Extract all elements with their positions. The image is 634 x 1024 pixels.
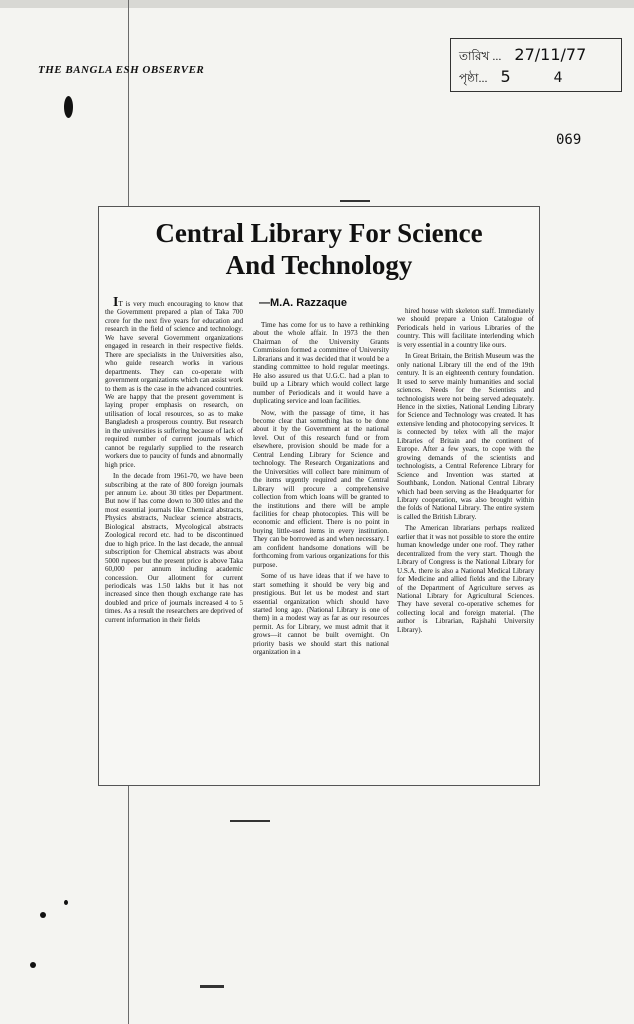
ink-dot	[40, 912, 46, 918]
article-paragraph: The American librarians perhaps realized earlier that it was not possible to store the entire human knowledge under one roof. They rather decentralized from the very start. Though the Library of Congress is the National Library for U.S.A. there is also a National Medical Library for Medicine and allied fields and the Library of the Department of Agriculture serves as National Library for Agricultural Sciences. They have several co-operative schemes for collecting local and foreign material. (The author is Librarian, Rajshahi University Library).	[397, 524, 534, 634]
archive-stamp	[450, 38, 622, 92]
stamp-date-row	[459, 45, 586, 68]
headline-line-1: Central Library For Science	[155, 218, 483, 248]
paper-scratch	[340, 200, 370, 202]
newspaper-masthead: THE BANGLA ESH OBSERVER	[38, 64, 205, 76]
sheet-number: 069	[556, 132, 582, 148]
newspaper-clipping	[98, 206, 540, 786]
article-headline	[99, 217, 539, 281]
headline-line-2: And Technology	[225, 250, 413, 280]
paper-scratch	[230, 820, 270, 822]
article-paragraph: hired house with skeleton staff. Immediately we should prepare a Union Catalogue of Periodicals held in various Libraries of the country. This will facilitate interlending which is very essential in a country like ours.	[397, 307, 534, 349]
stamp-page-value: 5	[500, 67, 511, 86]
scan-edge	[0, 0, 634, 8]
article-column-3	[397, 307, 534, 637]
article-paragraph: In Great Britain, the British Museum was the only national Library till the end of the 19th century. It is an eighteenth century foundation. It used to serve mainly humanities and social sciences. Needs for the Scientists and technologists were not being served adequately. Hence in the sixties, National Lending Library for Science and Technology was created. It has extensive lending and photocopying services. It is connected by telex with all the major Libraries of Britain and the continent of Europe. After a few years, to cope with the growing demands of the scientists and technologists, a Central Reference Library for Science and Invention was started at Southbank, London. National Central Library which had been serving as the Headquarter for Library cooperation, was also brought within the folds of National Library. The entire system is called the British Library.	[397, 352, 534, 521]
stamp-column-value: 4	[553, 70, 563, 86]
article-paragraph: In the decade from 1961-70, we have been subscribing at the rate of 800 foreign journals per annum i.e. about 30 titles per Department. But now if has come down to 300 titles and the most essential journals like Chemical abstracts, Physics abstracts, Nuclear science abstracts, Biological abstracts, Mycological abstracts Zoological record etc. had to be discontinued due to high price. In the last decade, the annual subscription for Chemical abstracts was about 5000 rupees but the present price is above Taka 60,000 per annum including academic concession. Our allotment for current periodicals was 1.50 lakhs but it has not increased since then though exchange rate has doubled and price of journals increased 4 to 5 times. As a result the researchers are deprived of current information in their fields	[105, 472, 243, 624]
article-paragraph: Now, with the passage of time, it has become clear that something has to be done about it by the Government at the national level. Out of this research fund or from elsewhere, provision should be made for a Central Lending Library for Science and technology. The Research Organizations and the Universities will collect bare minimum of the items urgently required and the Central Library will procure a comprehensive collection from which loans will be granted to the institutions and there will be ample facilities for cheap photocopies. This will be economic and efficient. There is no point in buying little-used items in every institution. They can be borrowed as and when necessary. I am confident handsome donations will be forthcoming from various organizations for this purpose.	[253, 408, 389, 569]
article-paragraph: Time has come for us to have a rethinking about the whole affair. In 1973 the then Chairman of the University Grants Commission formed a committee of University Librarians and it was decided that it would be a standing committee to hold regular meetings. He also assured us that U.G.C. had a plan to build up a Library which would collect large number of Periodicals and it would have a duplicating service and loan facilities.	[253, 321, 389, 406]
ink-dot	[64, 900, 68, 905]
ink-dot	[30, 962, 36, 968]
article-column-1	[105, 295, 243, 627]
article-paragraph: Some of us have ideas that if we have to start something it should be very big and prestigious. But let us be modest and start essential organization which should have started long ago. (National Library is one of them) in a modest way as far as our resources permit. As for Library, we must admit that it grows—it cannot be built overnight. On priority basis we should start this national organization in a	[253, 572, 389, 657]
paper-scratch	[200, 985, 224, 988]
article-byline: —M.A. Razzaque	[259, 297, 348, 309]
stamp-date-label: তারিখ ...	[459, 49, 502, 63]
stamp-page-row	[459, 67, 563, 90]
stamp-date-value: 27/11/77	[514, 45, 587, 64]
article-paragraph: IT is very much encouraging to know that the Government prepared a plan of Taka 700 crore for the next five years for education and research in the field of science and technology. We have several Government organizations engaged in research in their respective fields. There are specialists in the Universities also, who guide research works in various departments. They can co-operate with government organizations which can assist work to them as is the case in the advanced countries. We are happy that the present government is laying proper emphasis on research, on utilisation of local resources, so as to make Bangladesh a prosperous country. But research in the universities is suffering because of lack of required number of current journals which cannot be regularly supplied to the research workers due to paucity of funds and abnormally high price.	[105, 295, 243, 469]
stamp-page-label: পৃষ্ঠা...	[459, 71, 488, 85]
article-column-2	[253, 321, 389, 660]
ink-blot	[64, 96, 73, 118]
